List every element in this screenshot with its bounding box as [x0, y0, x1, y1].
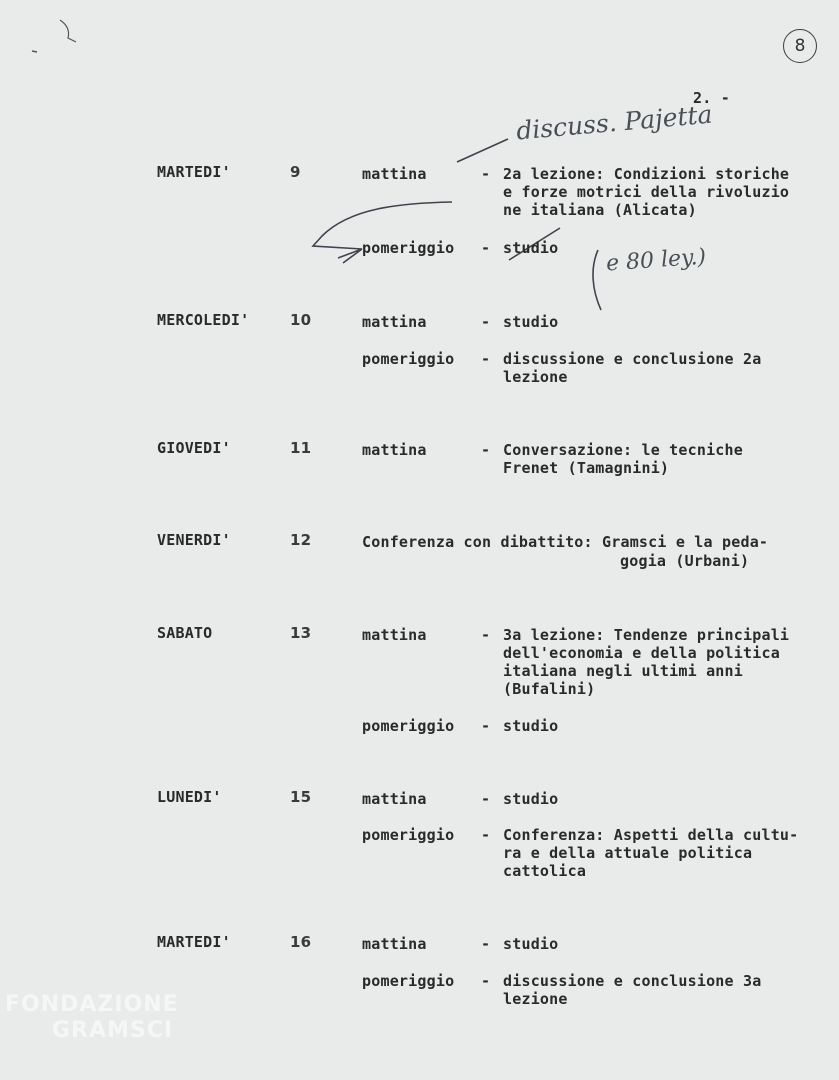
- session-time: mattina: [362, 165, 427, 183]
- insertion-arrow-head: [338, 249, 362, 263]
- session-desc-line: discussione e conclusione 2a: [503, 350, 762, 368]
- day-name: MARTEDI': [157, 163, 231, 181]
- dash: -: [481, 972, 491, 990]
- session-desc-line: studio: [503, 790, 559, 808]
- session-desc-line: 3a lezione: Tendenze principali: [503, 626, 790, 644]
- dash: -: [481, 790, 491, 808]
- session-desc-line: italiana negli ultimi anni: [503, 662, 743, 680]
- session-desc-line: Conversazione: le tecniche: [503, 441, 743, 459]
- corner-dot: [32, 51, 37, 52]
- day-date: 12: [290, 531, 312, 549]
- watermark-line: FONDAZIONE: [5, 992, 179, 1017]
- day-name: LUNEDI': [157, 788, 222, 806]
- session-desc-line: Conferenza: Aspetti della cultu-: [503, 826, 799, 844]
- session-desc-line: dell'economia e della politica: [503, 644, 780, 662]
- session-time: mattina: [362, 441, 427, 459]
- session-desc-line: e forze motrici della rivoluzio: [503, 183, 790, 201]
- session-desc-line: discussione e conclusione 3a: [503, 972, 762, 990]
- dash: -: [481, 313, 491, 331]
- conference-line: gogia (Urbani): [620, 552, 750, 570]
- session-time: pomeriggio: [362, 350, 455, 368]
- day-name: MARTEDI': [157, 933, 231, 951]
- dash: -: [481, 350, 491, 368]
- dash: -: [481, 441, 491, 459]
- page-number: 2. -: [693, 89, 730, 107]
- session-desc-line: (Bufalini): [503, 680, 596, 698]
- session-time: mattina: [362, 313, 427, 331]
- dash: -: [481, 717, 491, 735]
- dash: -: [481, 826, 491, 844]
- session-time: pomeriggio: [362, 826, 455, 844]
- day-date: 10: [290, 311, 312, 329]
- day-date: 11: [290, 439, 312, 457]
- day-date: 13: [290, 624, 312, 642]
- handwritten-note-top: discuss. Pajetta: [515, 99, 714, 146]
- dash: -: [481, 935, 491, 953]
- session-desc-line: Frenet (Tamagnini): [503, 459, 670, 477]
- page-stamp: 8: [783, 29, 817, 63]
- watermark-line: GRAMSCI: [52, 1018, 174, 1043]
- day-date: 9: [290, 163, 301, 181]
- session-desc-line: ra e della attuale politica: [503, 844, 753, 862]
- session-desc-line: cattolica: [503, 862, 587, 880]
- session-time: mattina: [362, 790, 427, 808]
- day-date: 16: [290, 933, 312, 951]
- dash: -: [481, 626, 491, 644]
- session-desc-line: studio: [503, 935, 559, 953]
- bracket-stroke: [593, 250, 601, 310]
- session-desc-line: 2a lezione: Condizioni storiche: [503, 165, 790, 183]
- session-time: pomeriggio: [362, 239, 455, 257]
- day-name: SABATO: [157, 624, 213, 642]
- handwritten-note-side: e 80 ley.): [605, 244, 707, 277]
- session-desc-line: ne italiana (Alicata): [503, 201, 697, 219]
- session-desc-line: studio: [503, 239, 559, 257]
- session-time: pomeriggio: [362, 972, 455, 990]
- session-time: pomeriggio: [362, 717, 455, 735]
- session-desc-line: lezione: [503, 368, 568, 386]
- dash: -: [481, 239, 491, 257]
- day-name: MERCOLEDI': [157, 311, 250, 329]
- day-date: 15: [290, 788, 312, 806]
- conference-line: Conferenza con dibattito: Gramsci e la peda-: [362, 533, 769, 551]
- annotation-line: [457, 139, 508, 162]
- session-desc-line: lezione: [503, 990, 568, 1008]
- day-name: VENERDI': [157, 531, 231, 549]
- session-time: mattina: [362, 626, 427, 644]
- margin-mark: [60, 20, 76, 42]
- day-name: GIOVEDI': [157, 439, 231, 457]
- session-desc-line: studio: [503, 717, 559, 735]
- dash: -: [481, 165, 491, 183]
- session-desc-line: studio: [503, 313, 559, 331]
- session-time: mattina: [362, 935, 427, 953]
